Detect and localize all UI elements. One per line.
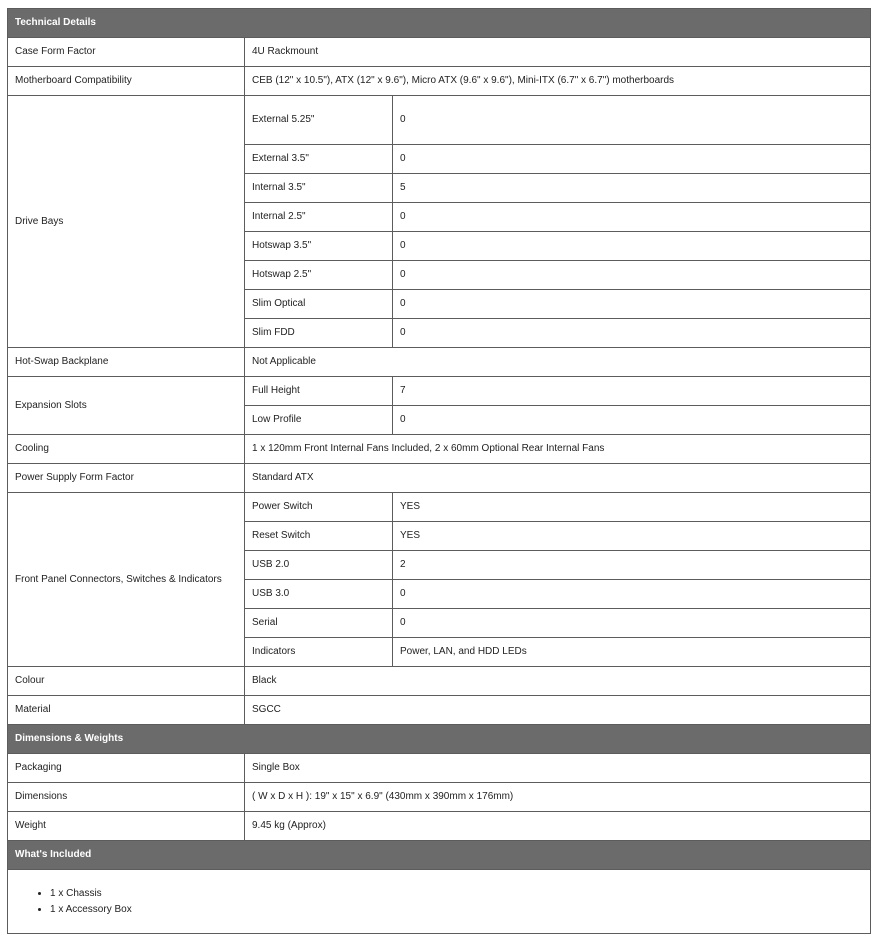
row-label: Colour — [8, 667, 245, 696]
specs-container — [7, 8, 870, 934]
row-label: Case Form Factor — [8, 38, 245, 67]
sub-label: Hotswap 3.5" — [245, 232, 393, 261]
sub-label: Full Height — [245, 377, 393, 406]
sub-value: 0 — [393, 406, 871, 435]
sub-value: 0 — [393, 319, 871, 348]
sub-value: 0 — [393, 232, 871, 261]
sub-value: 2 — [393, 551, 871, 580]
row-label: Packaging — [8, 754, 245, 783]
section-title: What's Included — [8, 841, 871, 870]
table-row — [8, 493, 871, 522]
sub-label: External 3.5" — [245, 145, 393, 174]
sub-value: Power, LAN, and HDD LEDs — [393, 638, 871, 667]
sub-value: 5 — [393, 174, 871, 203]
table-row — [8, 435, 871, 464]
sub-value: 0 — [393, 145, 871, 174]
row-value: ( W x D x H ): 19" x 15" x 6.9" (430mm x 390mm x 176mm) — [245, 783, 871, 812]
row-label: Cooling — [8, 435, 245, 464]
table-row — [8, 38, 871, 67]
sub-value: 7 — [393, 377, 871, 406]
row-value: CEB (12" x 10.5"), ATX (12" x 9.6"), Micro ATX (9.6" x 9.6"), Mini-ITX (6.7" x 6.7") motherboards — [245, 67, 871, 96]
table-row — [8, 696, 871, 725]
row-value: 9.45 kg (Approx) — [245, 812, 871, 841]
row-label: Drive Bays — [8, 96, 245, 348]
included-list — [8, 886, 870, 918]
table-row — [8, 67, 871, 96]
table-row — [8, 464, 871, 493]
sub-value: 0 — [393, 290, 871, 319]
sub-label: Reset Switch — [245, 522, 393, 551]
sub-label: Slim Optical — [245, 290, 393, 319]
row-label: Hot-Swap Backplane — [8, 348, 245, 377]
section-header-dimensions — [8, 725, 871, 754]
row-label: Dimensions — [8, 783, 245, 812]
row-value: 1 x 120mm Front Internal Fans Included, 2 x 60mm Optional Rear Internal Fans — [245, 435, 871, 464]
sub-label: USB 3.0 — [245, 580, 393, 609]
section-title: Technical Details — [8, 9, 871, 38]
sub-value: 0 — [393, 609, 871, 638]
row-value: Single Box — [245, 754, 871, 783]
sub-value: YES — [393, 493, 871, 522]
included-cell — [8, 870, 871, 934]
sub-label: Serial — [245, 609, 393, 638]
table-row — [8, 377, 871, 406]
row-label: Weight — [8, 812, 245, 841]
table-row — [8, 96, 871, 145]
table-row — [8, 783, 871, 812]
sub-value: 0 — [393, 580, 871, 609]
sub-value: 0 — [393, 96, 871, 145]
sub-label: Internal 3.5" — [245, 174, 393, 203]
list-item: • 1 x Accessory Box — [50, 902, 870, 918]
section-header-included — [8, 841, 871, 870]
table-row — [8, 812, 871, 841]
row-label: Material — [8, 696, 245, 725]
sub-label: Hotswap 2.5" — [245, 261, 393, 290]
list-item: • 1 x Chassis — [50, 886, 870, 902]
sub-label: External 5.25" — [245, 96, 393, 145]
sub-label: Slim FDD — [245, 319, 393, 348]
row-value: SGCC — [245, 696, 871, 725]
row-label: Motherboard Compatibility — [8, 67, 245, 96]
sub-label: Internal 2.5" — [245, 203, 393, 232]
table-row — [8, 754, 871, 783]
row-value: Black — [245, 667, 871, 696]
table-row — [8, 348, 871, 377]
included-row — [8, 870, 871, 934]
section-header-technical — [8, 9, 871, 38]
sub-label: Low Profile — [245, 406, 393, 435]
row-value: Not Applicable — [245, 348, 871, 377]
table-row — [8, 667, 871, 696]
row-label: Expansion Slots — [8, 377, 245, 435]
row-label: Front Panel Connectors, Switches & Indicators — [8, 493, 245, 667]
sub-label: USB 2.0 — [245, 551, 393, 580]
sub-value: YES — [393, 522, 871, 551]
sub-value: 0 — [393, 261, 871, 290]
row-label: Power Supply Form Factor — [8, 464, 245, 493]
section-title: Dimensions & Weights — [8, 725, 871, 754]
row-value: 4U Rackmount — [245, 38, 871, 67]
row-value: Standard ATX — [245, 464, 871, 493]
specs-table — [7, 8, 871, 934]
sub-label: Power Switch — [245, 493, 393, 522]
sub-label: Indicators — [245, 638, 393, 667]
sub-value: 0 — [393, 203, 871, 232]
